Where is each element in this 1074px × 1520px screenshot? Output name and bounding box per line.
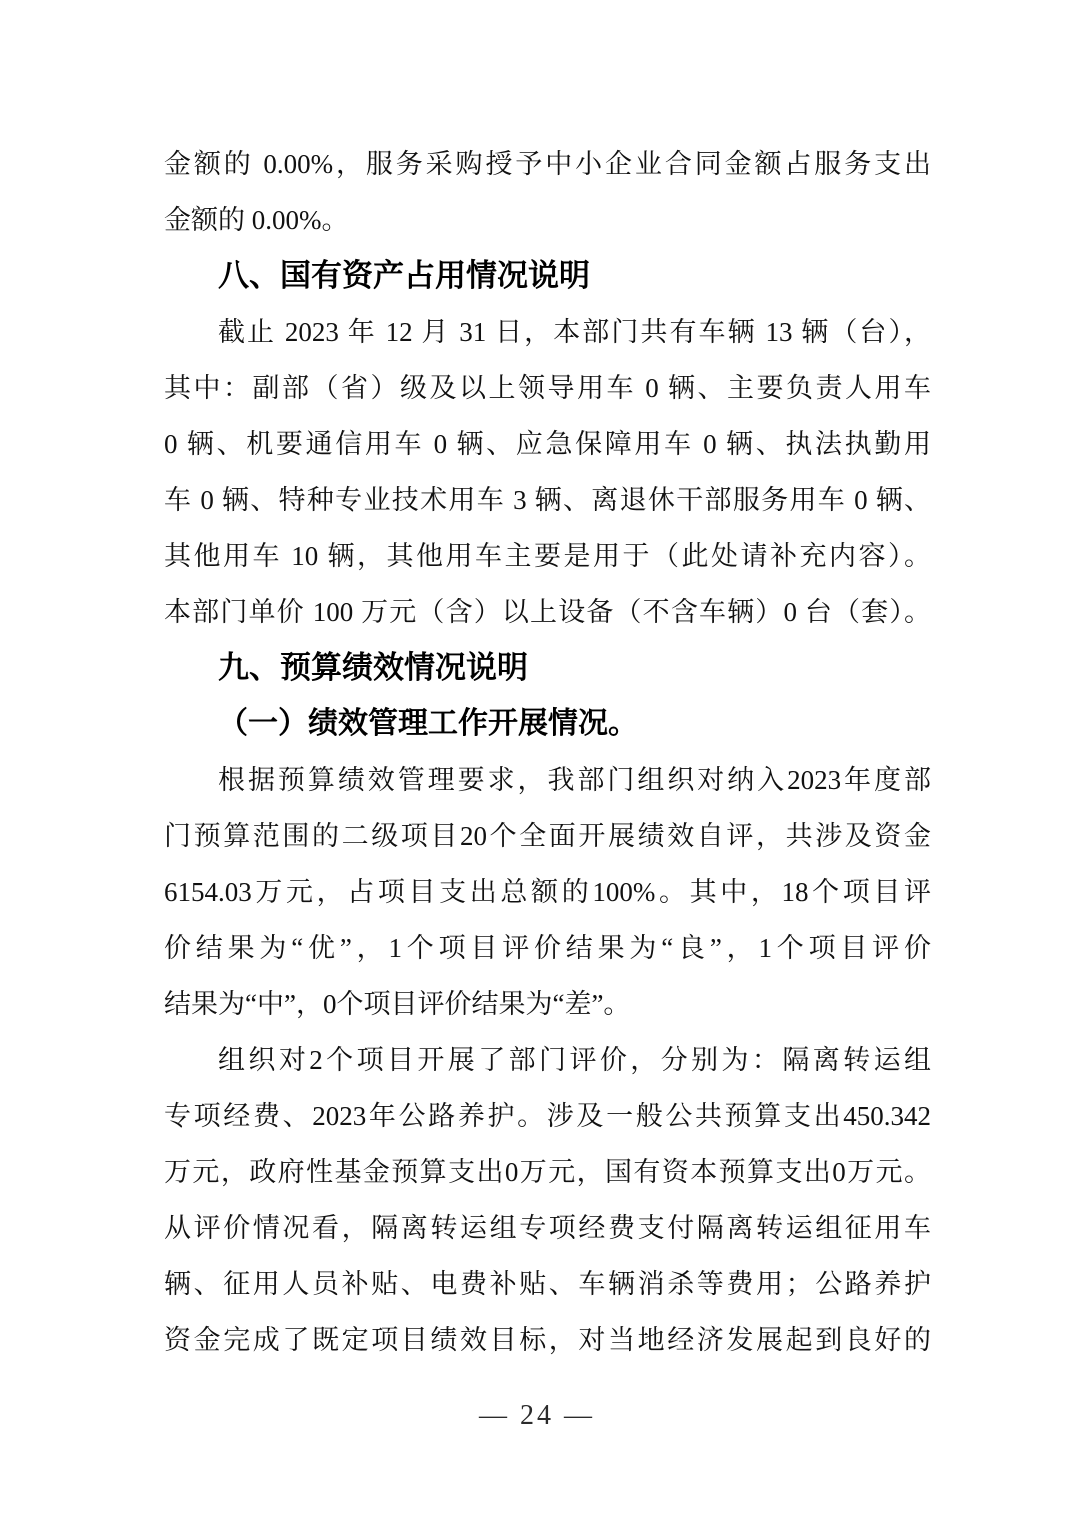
- text-line: （一）绩效管理工作开展情况。: [218, 707, 638, 740]
- text-line: 0 辆、机要通信用车 0 辆、应急保障用车 0 辆、执法执勤用: [164, 429, 931, 459]
- page-footer: [0, 1400, 1074, 1432]
- text-line: 截止 2023 年 12 月 31 日，本部门共有车辆 13 辆（台），: [218, 317, 931, 347]
- text-line: 本部门单价 100 万元（含）以上设备（不含车辆）0 台（套）。: [164, 597, 931, 627]
- document-body: [164, 136, 931, 1368]
- text-line: 八、国有资产占用情况说明: [218, 258, 590, 293]
- text-line: 组织对2个项目开展了部门评价，分别为：隔离转运组: [218, 1045, 931, 1075]
- text-line: 其中：副部（省）级及以上领导用车 0 辆、主要负责人用车: [164, 373, 931, 403]
- text-line: 九、预算绩效情况说明: [218, 650, 528, 685]
- text-line: 结果为“中”，0个项目评价结果为“差”。: [164, 989, 631, 1019]
- text-line: 金额的 0.00%。: [164, 205, 349, 235]
- text-line: 金额的 0.00%，服务采购授予中小企业合同金额占服务支出: [164, 149, 931, 179]
- text-line: 万元，政府性基金预算支出0万元，国有资本预算支出0万元。: [164, 1157, 931, 1187]
- text-line: 价结果为“优”，1个项目评价结果为“良”，1个项目评价: [164, 933, 931, 963]
- text-line: 其他用车 10 辆，其他用车主要是用于（此处请补充内容）。: [164, 541, 931, 571]
- text-line: 资金完成了既定项目绩效目标，对当地经济发展起到良好的: [164, 1325, 931, 1355]
- text-line: 6154.03万元，占项目支出总额的100%。其中，18个项目评: [164, 877, 931, 907]
- text-line: 专项经费、2023年公路养护。涉及一般公共预算支出450.342: [164, 1101, 931, 1131]
- text-line: 从评价情况看，隔离转运组专项经费支付隔离转运组征用车: [164, 1213, 931, 1243]
- text-line: 门预算范围的二级项目20个全面开展绩效自评，共涉及资金: [164, 821, 931, 851]
- text-line: 辆、征用人员补贴、电费补贴、车辆消杀等费用；公路养护: [164, 1269, 931, 1299]
- text-line: 根据预算绩效管理要求，我部门组织对纳入2023年度部: [218, 765, 931, 795]
- text-line: 车 0 辆、特种专业技术用车 3 辆、离退休干部服务用车 0 辆、: [164, 485, 931, 515]
- page-number: — 24 —: [479, 1400, 595, 1431]
